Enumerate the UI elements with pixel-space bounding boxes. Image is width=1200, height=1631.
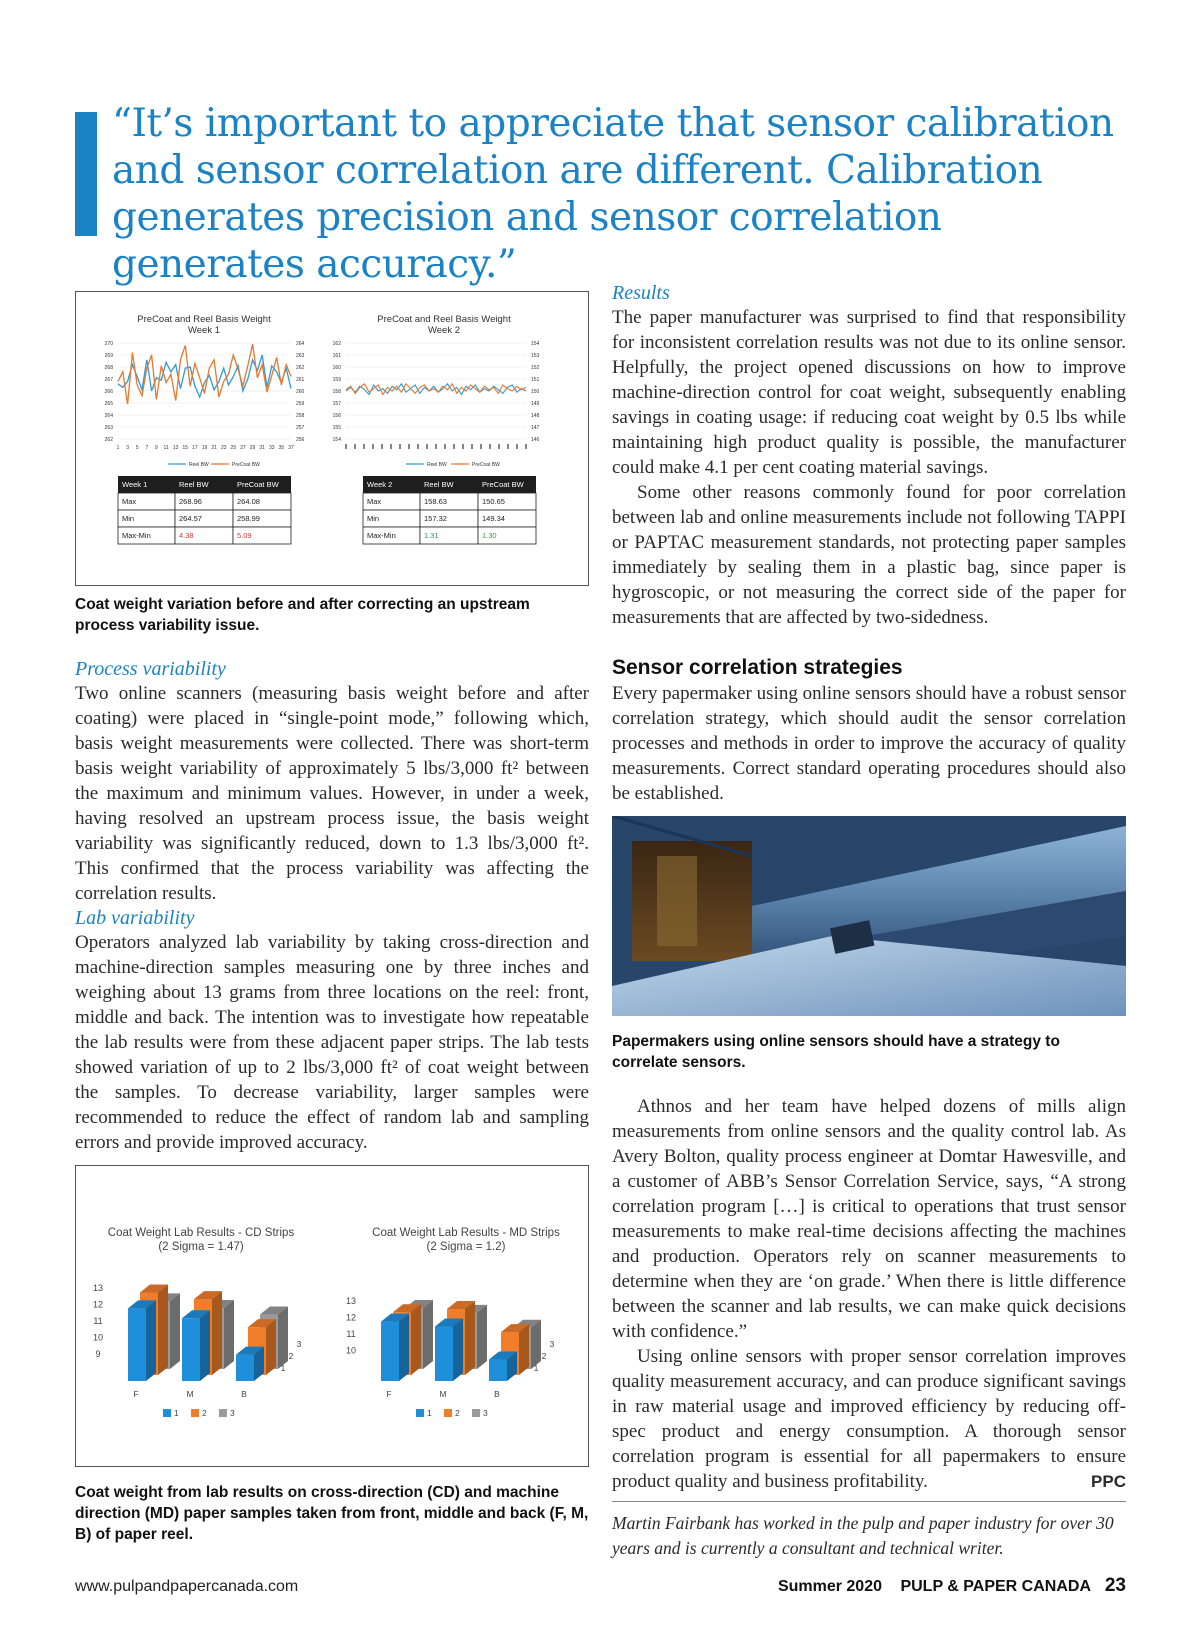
md-bars-y-tick: 12 [345,1312,357,1323]
tbl2-header-text: Reel BW [424,480,454,489]
md-bars-category-label: B [494,1389,500,1399]
figure-2-box [75,1165,589,1467]
c2-x-tick-mark [480,444,482,449]
ppc-end-mark: PPC [1091,1472,1126,1491]
pull-quote: “It’s important to appreciate that sensor calibration and sensor correlation are different. Calibration generates precision and sensor correlation generates accuracy.” [112,101,1114,287]
footer-magazine: PULP & PAPER CANADA [900,1578,1091,1595]
c2-x-tick-mark [489,444,491,449]
strategies-heading: Sensor correlation strategies [612,656,903,679]
tbl2-cell-text: 150.65 [482,497,505,506]
c2-x-tick-mark [399,444,401,449]
md-bars-legend-swatch [472,1409,480,1417]
tbl2-cell-text: Min [367,514,380,523]
figure-1-box [75,291,589,586]
md-bars-bar-side [519,1324,529,1375]
footer-url: www.pulpandpapercanada.com [75,1578,299,1595]
tbl2-cell-text: Max-Min [367,531,396,540]
c2-y-right-tick: 154 [531,341,540,347]
tbl1-cell-text: 264.57 [179,514,202,523]
md-bars-depth-label: 3 [549,1339,555,1349]
chart1-y-right-ticks [296,341,305,443]
md-bars-bar-front [435,1327,453,1381]
c2-x-tick-mark [525,444,527,449]
md-bars-y-tick: 13 [345,1296,357,1306]
tbl2-cell-text: Max [367,497,382,506]
footer-page-number: 23 [1104,1575,1126,1596]
c1-y-right-tick: 256 [296,437,305,443]
c2-y-left-tick: 158 [332,389,341,395]
md-bars-bar-side [453,1319,463,1381]
c1-x-tick: 19 [201,445,208,451]
md-bars-depth-label: 1 [533,1363,539,1373]
md-bars-legend-swatch [444,1409,452,1417]
tbl1-header-text: Reel BW [179,480,209,489]
chart2-x-ticks [345,444,527,449]
c2-y-left-tick: 156 [332,413,341,419]
c2-y-right-tick: 153 [531,353,540,359]
c1-x-tick: 17 [192,445,198,451]
chart2-title: PreCoat and Reel Basis Weight [377,314,511,325]
md-bars-y-tick: 11 [346,1329,356,1339]
c1-y-right-tick: 260 [296,389,305,395]
c1-x-tick: 13 [172,445,179,451]
tbl1-cell-text: Max-Min [122,531,151,540]
c1-y-left-tick: 263 [104,425,113,431]
results-paragraph-1: The paper manufacturer was surprised to find that responsibility for inconsistent correlation results was not due to its online sensor. Helpfully, the project opened discussions on how to improve machine-direction control for coat weight, subsequently enabling savings in coating usage: if reducing coat weight by 0.5 lbs while maintaining high product quality is possible, the manufacturer could make 4.1 per cent coating material savings. [612,307,1126,478]
cd-bars-depth-label: 3 [296,1339,302,1349]
md-bars-bar-front [381,1322,399,1381]
figure-1-charts [76,292,588,585]
lab-variability-heading: Lab variability [75,907,195,929]
c2-y-left-tick: 162 [332,341,341,347]
chart1-legend-reel: Reel BW [189,462,209,468]
md-bars-bar-side [531,1320,541,1369]
cd-bars-legend-label: 3 [230,1408,235,1418]
cd-bars-legend-label: 2 [202,1408,207,1418]
cd-bars-depth-label: 1 [280,1363,286,1373]
md-chart-title: Coat Weight Lab Results - MD Strips [372,1227,560,1239]
cd-bars-y-tick: 10 [92,1332,104,1343]
md-bars-category-label: F [386,1389,392,1399]
c1-x-tick: 23 [220,445,227,451]
c1-y-left-tick: 268 [104,365,113,371]
cd-bars-bar-side [224,1300,234,1369]
cd-bars-legend-swatch [163,1409,171,1417]
cd-bars-y-tick: 9 [95,1349,101,1359]
c1-x-tick: 29 [249,445,256,451]
c1-x-tick: 1 [116,445,120,451]
results-section [612,281,1126,630]
cd-bars-depth-label: 2 [288,1351,294,1361]
conclusion-section [612,1094,1126,1494]
c2-y-right-tick: 147 [531,425,540,431]
c1-x-tick: 37 [288,445,294,451]
footer-issue: Summer 2020 [777,1578,882,1595]
results-heading: Results [612,282,670,304]
c2-y-left-tick: 155 [332,425,341,431]
strategies-section [612,655,1126,806]
strategies-paragraph: Every papermaker using online sensors should have a robust sensor correlation strategy, which should audit the sensor correlation processes and methods in order to improve the accuracy of quality measurements. Correct standard operating procedures should also be established. [612,683,1126,804]
c2-x-tick-mark [372,444,374,449]
c1-y-left-tick: 270 [104,341,113,347]
tbl1-cell-text: 4.38 [179,531,194,540]
process-variability-section [75,657,589,1155]
c2-x-tick-mark [462,444,464,449]
c1-y-left-tick: 262 [104,437,113,443]
chart2-legend-reel: Reel BW [427,462,447,468]
md-chart-bars [346,1296,555,1418]
c1-y-right-tick: 261 [296,377,305,383]
c1-y-left-tick: 267 [104,377,113,383]
pull-quote-bar [75,112,97,236]
author-bio: Martin Fairbank has worked in the pulp and paper industry for over 30 years and is currently a consultant and technical writer. [612,1513,1114,1558]
c2-x-tick-mark [345,444,347,449]
tbl2-header-text: PreCoat BW [482,480,524,489]
md-bars-bar-side [423,1300,433,1369]
c2-x-tick-mark [390,444,392,449]
md-bars-legend-swatch [416,1409,424,1417]
c2-x-tick-mark [435,444,437,449]
process-variability-text: Two online scanners (measuring basis weight before and after coating) were placed in “single-point mode,” following which, basis weight measurements were collected. There was short-term basis weight variability of approximately 5 lbs/3,000 ft² between the maximum and minimum values. However, in under a week, having resolved an upstream process issue, the basis weight variability was significantly reduced, down to 1.3 lbs/3,000 ft². This confirmed that the process variability was affecting the correlation results. [75,683,589,904]
cd-bars-bar-side [212,1291,222,1375]
c2-y-right-tick: 150 [531,389,540,395]
c1-x-tick: 35 [278,445,285,451]
c1-x-tick: 7 [145,445,149,451]
tbl2-header-text: Week 2 [367,480,393,489]
c2-x-tick-mark [354,444,356,449]
c2-x-tick-mark [471,444,473,449]
cd-bars-category-label: F [133,1389,139,1399]
md-bars-bar-side [477,1305,487,1369]
c1-x-tick: 33 [268,445,275,451]
tbl2-cell-text: 149.34 [482,514,505,523]
c1-x-tick: 3 [126,445,130,451]
tbl1-cell-text: 258.99 [237,514,260,523]
md-bars-legend-label: 1 [427,1408,432,1418]
md-bars-bar-side [465,1301,475,1375]
bio-divider [612,1501,1126,1502]
c1-y-left-tick: 264 [104,413,113,419]
cd-bars-legend-label: 1 [174,1408,179,1418]
cd-bars-y-tick: 12 [92,1299,104,1310]
c1-y-left-tick: 265 [104,401,113,407]
c2-y-left-tick: 154 [332,437,341,443]
figure-1-caption: Coat weight variation before and after correcting an upstream process variability issue. [75,596,530,634]
cd-bars-category-label: B [241,1389,247,1399]
cd-bars-bar-side [266,1319,276,1375]
c1-x-tick: 21 [211,445,217,451]
figure-2-charts [76,1166,588,1466]
c2-x-tick-mark [363,444,365,449]
c1-x-tick: 27 [240,445,246,451]
cd-chart-bars [93,1283,302,1418]
process-variability-heading: Process variability [75,658,226,680]
cd-bars-bar-side [278,1307,288,1369]
tbl2-cell-text: 1.30 [482,531,497,540]
c2-x-tick-mark [507,444,509,449]
c2-x-tick-mark [444,444,446,449]
c2-x-tick-mark [426,444,428,449]
chart1-title: PreCoat and Reel Basis Weight [137,314,271,325]
c2-y-right-tick: 149 [531,401,540,407]
cd-bars-bar-front [128,1308,146,1381]
md-bars-bar-front [489,1360,507,1381]
cd-chart-title: Coat Weight Lab Results - CD Strips [107,1227,295,1239]
c2-x-tick-mark [381,444,383,449]
cd-bars-bar-side [146,1300,156,1381]
cd-bars-category-label: M [186,1389,194,1399]
c1-x-tick: 9 [155,445,158,451]
md-bars-y-tick: 10 [345,1345,357,1356]
cd-bars-legend-swatch [191,1409,199,1417]
c1-y-right-tick: 257 [296,425,305,431]
chart1-subtitle: Week 1 [187,325,221,336]
chart2-subtitle: Week 2 [427,325,461,336]
athnos-paragraph: Athnos and her team have helped dozens of mills align measurements from online sensors and the quality control lab. As Avery Bolton, quality process engineer at Domtar Hawesville, and a customer of ABB’s Sensor Correlation Service, says, “A strong correlation program […] is critical to operations that trust sensor measurements to make real-time decisions affecting the machines and production. Operators rely on scanner measurements to determine when they are ‘on grade.’ When there is little difference between the scanner and lab results, we can make quick decisions with confidence.” [612,1096,1126,1342]
chart2-y-left-ticks [333,341,342,443]
cd-bars-y-tick: 11 [93,1316,103,1326]
md-bars-bar-side [411,1304,421,1375]
c2-y-right-tick: 151 [531,377,540,383]
c1-y-right-tick: 263 [296,353,305,359]
cd-bars-bar-side [170,1293,180,1369]
md-chart-subtitle: (2 Sigma = 1.2) [426,1241,506,1253]
c1-y-right-tick: 264 [296,341,305,347]
c1-x-tick: 5 [135,445,139,451]
sensor-photo [612,816,1126,1016]
tbl2-cell-text: 158.63 [424,497,447,506]
c1-x-tick: 25 [230,445,237,451]
c2-y-right-tick: 148 [531,413,540,419]
chart1-y-left-ticks [105,341,114,443]
cd-bars-bar-side [158,1285,168,1376]
cd-bars-bar-front [182,1318,200,1381]
week2-table [363,476,536,544]
tbl1-header-text: PreCoat BW [237,480,279,489]
cd-bars-legend-swatch [219,1409,227,1417]
c2-x-tick-mark [498,444,500,449]
c1-x-tick: 31 [259,445,265,451]
c1-y-left-tick: 269 [104,353,113,359]
figure-2-caption: Coat weight from lab results on cross-direction (CD) and machine direction (MD) paper samples taken from front, middle and back (F, M, B) of paper reel. [75,1484,589,1543]
tbl2-cell-text: 1.31 [424,531,439,540]
md-bars-legend-label: 2 [455,1408,460,1418]
c2-y-right-tick: 152 [531,365,540,371]
md-bars-depth-label: 2 [541,1351,547,1361]
md-bars-category-label: M [439,1389,447,1399]
c1-y-right-tick: 262 [296,365,305,371]
c2-y-right-tick: 146 [531,437,540,443]
chart1-legend-precoat: PreCoat BW [232,462,260,468]
using-sensors-paragraph [612,1344,1126,1494]
sensor-photo-illustration [612,816,1126,1016]
c2-x-tick-mark [408,444,410,449]
c1-y-right-tick: 258 [296,413,305,419]
chart1-x-ticks [117,445,294,451]
tbl1-cell-text: 5.09 [237,531,252,540]
chart2-legend-precoat: PreCoat BW [472,462,500,468]
tbl2-cell-text: 157.32 [424,514,447,523]
tbl1-cell-text: 264.08 [237,497,260,506]
using-sensors-text: Using online sensors with proper sensor correlation improves quality measurement accuracy, and can produce significant savings in raw material usage and improved efficiency by reducing off-spec product and energy consumption. A thorough sensor correlation program is essential for all papermakers to ensure product quality and business profitability. [612,1346,1126,1492]
photo-caption: Papermakers using online sensors should have a strategy to correlate sensors. [612,1033,1060,1071]
c1-y-right-tick: 259 [296,401,305,407]
c2-y-left-tick: 160 [332,365,341,371]
c1-x-tick: 11 [163,445,169,451]
tbl1-header-text: Week 1 [122,480,148,489]
tbl1-cell-text: Min [122,514,135,523]
md-bars-bar-side [399,1314,409,1381]
tbl1-cell-text: 268.96 [179,497,202,506]
chart2-y-right-ticks [531,341,540,443]
cd-bars-y-tick: 13 [92,1283,104,1293]
c2-x-tick-mark [453,444,455,449]
results-paragraph-2: Some other reasons commonly found for poor correlation between lab and online measurements include not following TAPPI or PAPTAC measurement standards, not protecting paper samples immediately by sealing them in a plastic bag, since paper is hygroscopic, or not measuring the correct side of the paper for measurements that are affected by two-sidedness. [612,482,1126,628]
c1-y-left-tick: 266 [104,389,113,395]
cd-chart-subtitle: (2 Sigma = 1.47) [158,1241,244,1253]
c2-y-left-tick: 157 [332,401,341,407]
cd-bars-bar-front [236,1355,254,1381]
tbl1-cell-text: Max [122,497,137,506]
week1-table [118,476,291,544]
c1-x-tick: 15 [182,445,189,451]
footer-issue-block [778,1575,1126,1597]
c2-x-tick-mark [516,444,518,449]
c2-y-left-tick: 161 [332,353,341,359]
lab-variability-text: Operators analyzed lab variability by taking cross-direction and machine-direction samples measuring one by three inches and weighing about 13 grams from three locations on the reel: front, middle and back. The intention was to investigate how repeatable the lab results were from these adjacent paper strips. The lab tests showed variation of up to 2 lbs/3,000 ft² of coat weight between the samples. To decrease variability, larger samples were recommended to reduce the effect of random lab and sampling errors and provide improved accuracy. [75,932,589,1153]
md-bars-legend-label: 3 [483,1408,488,1418]
c2-y-left-tick: 159 [332,377,341,383]
c2-x-tick-mark [417,444,419,449]
cd-bars-bar-side [200,1310,210,1381]
